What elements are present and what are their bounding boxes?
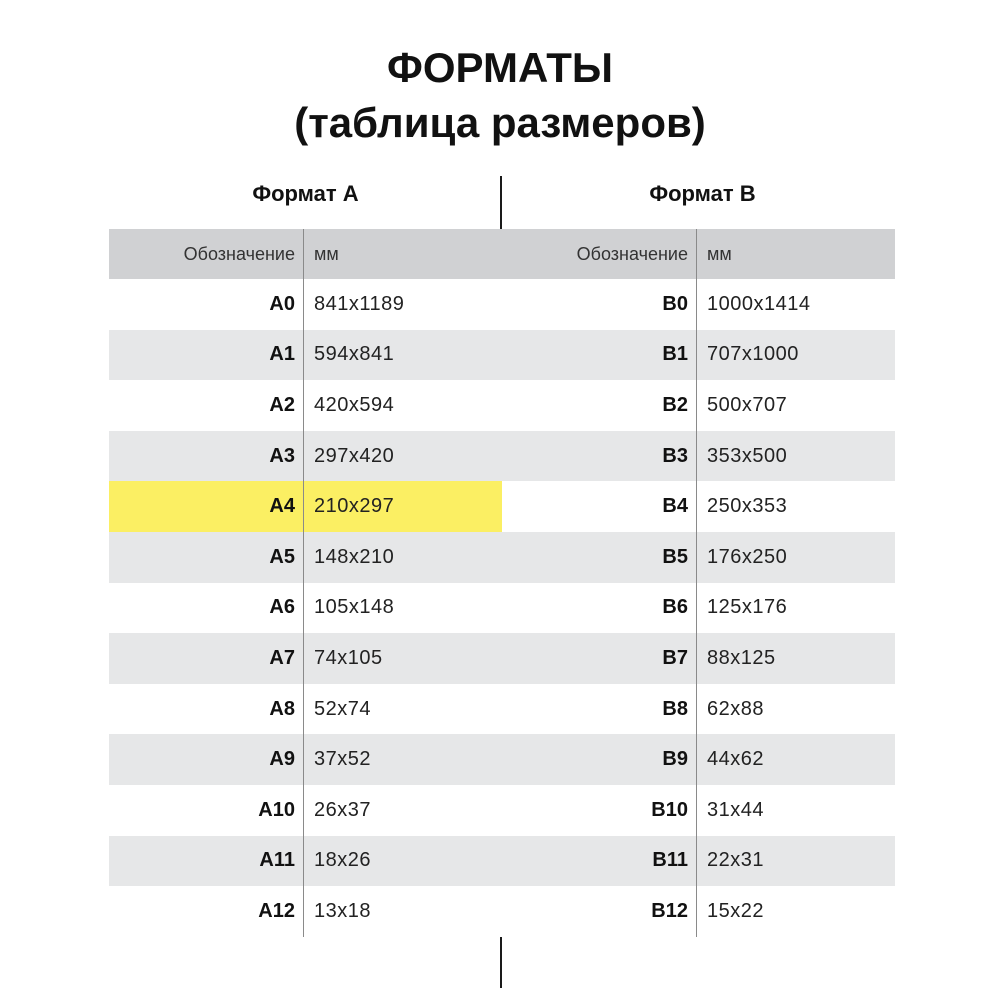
format-code: В3 xyxy=(502,431,697,482)
header-size: мм xyxy=(707,243,732,264)
format-a-table xyxy=(109,229,502,937)
format-size: 44x62 xyxy=(707,748,764,771)
format-code: В11 xyxy=(502,836,697,887)
table-row xyxy=(109,633,502,684)
format-code: А10 xyxy=(109,785,304,836)
format-size: 18x26 xyxy=(314,849,371,872)
format-size: 26x37 xyxy=(314,798,371,821)
table-header-row xyxy=(502,229,895,279)
format-code: А2 xyxy=(109,380,304,431)
format-size: 500x707 xyxy=(707,393,788,416)
format-a-section xyxy=(109,172,502,937)
format-size: 15x22 xyxy=(707,899,764,922)
table-row xyxy=(109,481,502,532)
format-size: 841x1189 xyxy=(314,292,405,315)
format-code: В4 xyxy=(502,481,697,532)
format-code: В6 xyxy=(502,583,697,634)
format-size: 210x297 xyxy=(314,495,395,518)
table-row xyxy=(502,734,895,785)
table-row xyxy=(109,886,502,937)
table-row xyxy=(502,836,895,887)
format-size: 13x18 xyxy=(314,899,371,922)
format-code: А1 xyxy=(109,330,304,381)
format-code: А9 xyxy=(109,734,304,785)
table-row xyxy=(109,380,502,431)
format-code: В9 xyxy=(502,734,697,785)
table-row xyxy=(502,886,895,937)
format-code: В8 xyxy=(502,684,697,735)
table-row xyxy=(502,684,895,735)
format-size: 88x125 xyxy=(707,646,776,669)
format-size: 297x420 xyxy=(314,444,395,467)
format-code: В12 xyxy=(502,886,697,937)
header-code: Обозначение xyxy=(109,229,304,279)
format-size: 62x88 xyxy=(707,697,764,720)
format-size: 105x148 xyxy=(314,596,395,619)
format-a-heading: Формат А xyxy=(252,181,359,206)
format-code: В0 xyxy=(502,279,697,330)
format-b-heading: Формат В xyxy=(649,181,756,206)
page-subtitle: (таблица размеров) xyxy=(294,99,706,146)
format-code: А0 xyxy=(109,279,304,330)
header-code: Обозначение xyxy=(502,229,697,279)
format-b-rows xyxy=(502,279,895,937)
format-size: 22x31 xyxy=(707,849,764,872)
format-size: 52x74 xyxy=(314,697,371,720)
format-size: 1000x1414 xyxy=(707,292,811,315)
table-row xyxy=(502,380,895,431)
format-size: 37x52 xyxy=(314,748,371,771)
format-code: А12 xyxy=(109,886,304,937)
table-row xyxy=(109,330,502,381)
page-title: ФОРМАТЫ xyxy=(387,44,613,91)
table-row xyxy=(109,785,502,836)
format-code: А8 xyxy=(109,684,304,735)
format-code: В1 xyxy=(502,330,697,381)
format-size: 125x176 xyxy=(707,596,788,619)
table-row xyxy=(502,279,895,330)
format-size: 176x250 xyxy=(707,545,788,568)
format-size: 31x44 xyxy=(707,798,764,821)
format-code: А5 xyxy=(109,532,304,583)
format-size: 353x500 xyxy=(707,444,788,467)
table-row xyxy=(109,836,502,887)
format-size: 74x105 xyxy=(314,646,383,669)
format-code: В7 xyxy=(502,633,697,684)
table-row xyxy=(109,583,502,634)
format-a-rows xyxy=(109,279,502,937)
table-row xyxy=(109,734,502,785)
format-code: А4 xyxy=(109,481,304,532)
format-size: 594x841 xyxy=(314,343,395,366)
format-size: 148x210 xyxy=(314,545,395,568)
table-row xyxy=(502,481,895,532)
table-row xyxy=(109,684,502,735)
table-row xyxy=(109,532,502,583)
format-size: 420x594 xyxy=(314,393,395,416)
format-b-section xyxy=(502,172,895,937)
header-size: мм xyxy=(314,243,339,264)
format-b-table xyxy=(502,229,895,937)
table-row xyxy=(502,431,895,482)
table-row xyxy=(502,633,895,684)
format-size: 250x353 xyxy=(707,495,788,518)
table-row xyxy=(109,279,502,330)
format-code: В10 xyxy=(502,785,697,836)
table-row xyxy=(502,532,895,583)
format-code: А11 xyxy=(109,836,304,887)
format-code: А6 xyxy=(109,583,304,634)
format-code: А3 xyxy=(109,431,304,482)
table-row xyxy=(502,330,895,381)
table-row xyxy=(502,583,895,634)
format-code: А7 xyxy=(109,633,304,684)
format-size: 707x1000 xyxy=(707,343,799,366)
format-code: В2 xyxy=(502,380,697,431)
table-row xyxy=(109,431,502,482)
table-header-row xyxy=(109,229,502,279)
table-row xyxy=(502,785,895,836)
format-code: В5 xyxy=(502,532,697,583)
